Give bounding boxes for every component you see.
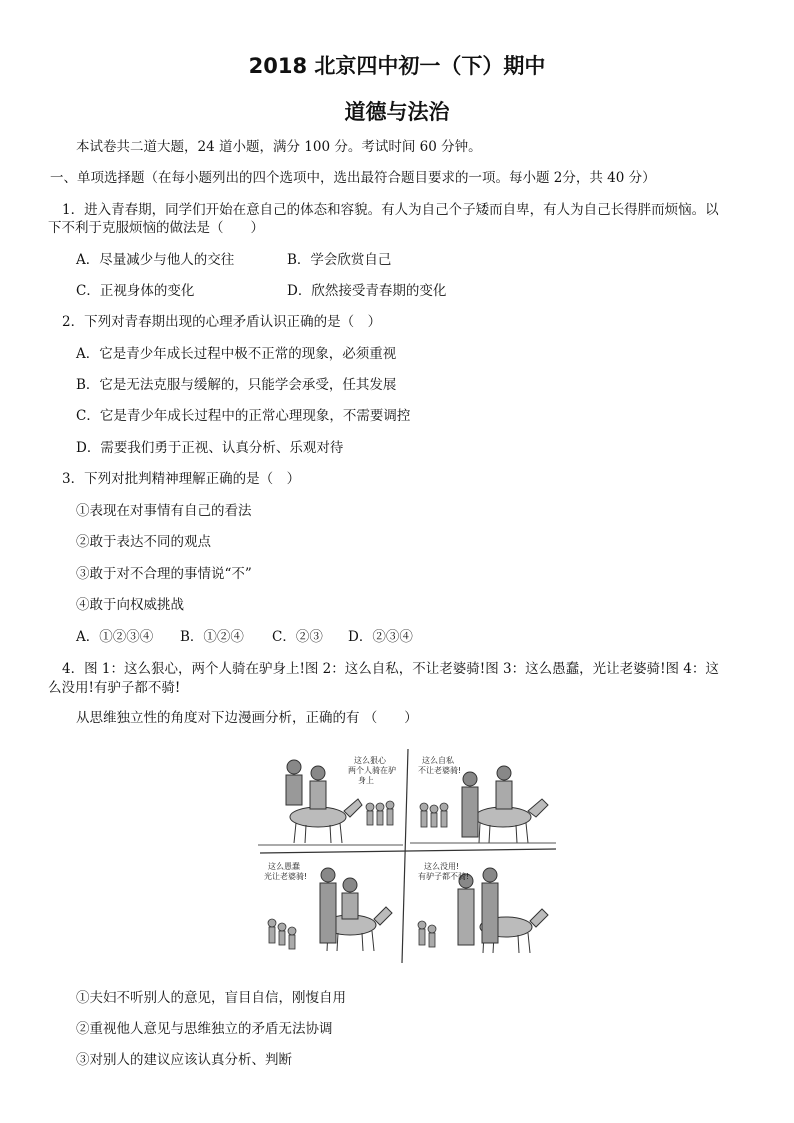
exam-intro: 本试卷共二道大题，24 道小题，满分 100 分。考试时间 60 分钟。 (76, 139, 482, 155)
question-1-stem-line1: 1．进入青春期，同学们开始在意自己的体态和容貌。有人为自己个子矮而自卑，有人为自己长得胖而烦恼。以 (62, 202, 719, 218)
question-1-option-d: D．欣然接受青春期的变化 (287, 283, 447, 299)
question-1-option-c: C．正视身体的变化 (76, 283, 195, 299)
question-3-statement-1: ①表现在对事情有自己的看法 (76, 503, 252, 519)
comic-panel-3 (320, 868, 392, 951)
question-3-option-b: B．①②④ (180, 629, 244, 645)
question-2-option-c: C．它是青少年成长过程中的正常心理现象，不需要调控 (76, 408, 411, 424)
question-1-option-b: B．学会欣赏自己 (287, 252, 392, 268)
comic-panel-1-onlookers (366, 801, 394, 825)
svg-text:不让老婆骑!: 不让老婆骑! (418, 766, 462, 775)
comic-panel-4-caption (418, 861, 469, 881)
question-4-statement-3: ③对别人的建议应该认真分析、判断 (76, 1052, 292, 1068)
svg-text:光让老婆骑!: 光让老婆骑! (264, 872, 308, 881)
page-subtitle: 道德与法治 (344, 100, 450, 124)
section-heading: 一、单项选择题（在每小题列出的四个选项中，选出最符合题目要求的一项。每小题 2分，共 40 分） (50, 170, 656, 186)
question-1-stem-line2: 下不利于克服烦恼的做法是（ ） (48, 220, 264, 236)
svg-text:这么狠心: 这么狠心 (354, 756, 386, 765)
svg-text:这么自私: 这么自私 (422, 756, 454, 765)
comic-panel-2-caption (418, 755, 461, 775)
question-4-prompt: 从思维独立性的角度对下边漫画分析，正确的有 （ ） (76, 710, 418, 726)
question-4-statement-2: ②重视他人意见与思维独立的矛盾无法协调 (76, 1021, 333, 1037)
question-3-option-c: C．②③ (272, 629, 323, 645)
question-4-stem-line1: 4．图 1：这么狠心，两个人骑在驴身上!图 2：这么自私，不让老婆骑!图 3：这么愚蠢，光让老婆骑!图 4：这 (62, 661, 719, 677)
comic-panel-4-onlookers (418, 921, 436, 947)
question-3-statement-4: ④敢于向权威挑战 (76, 597, 184, 613)
question-2-stem: 2．下列对青春期出现的心理矛盾认识正确的是（ ） (62, 314, 382, 330)
comic-panel-4 (458, 868, 548, 953)
comic-panel-2 (410, 766, 556, 843)
question-3-stem: 3．下列对批判精神理解正确的是（ ） (62, 471, 301, 487)
question-4-statement-1: ①夫妇不听别人的意见，盲目自信，刚愎自用 (76, 990, 346, 1006)
donkey-comic-illustration (258, 745, 558, 965)
comic-panel-3-onlookers (268, 919, 296, 949)
question-3-option-a: A．①②③④ (76, 629, 154, 645)
svg-text:这么愚蠢: 这么愚蠢 (268, 862, 300, 871)
question-1-option-a: A．尽量减少与他人的交往 (76, 252, 235, 268)
question-4-stem-line2: 么没用!有驴子都不骑! (48, 680, 181, 696)
comic-panel-3-caption (264, 861, 307, 881)
svg-text:身上: 身上 (358, 776, 374, 785)
page-title: 2018 北京四中初一（下）期中 (248, 54, 546, 78)
question-3-statement-2: ②敢于表达不同的观点 (76, 534, 211, 550)
svg-text:有驴子都不骑!: 有驴子都不骑! (418, 872, 470, 881)
question-2-option-b: B．它是无法克服与缓解的，只能学会承受，任其发展 (76, 377, 397, 393)
question-2-option-d: D．需要我们勇于正视、认真分析、乐观对待 (76, 440, 344, 456)
comic-panel-1-caption (348, 755, 396, 785)
question-3-option-d: D．②③④ (348, 629, 413, 645)
comic-panel-2-onlookers (420, 803, 448, 827)
svg-text:这么没用!: 这么没用! (424, 862, 460, 871)
svg-text:两个人骑在驴: 两个人骑在驴 (348, 766, 396, 775)
question-2-option-a: A．它是青少年成长过程中极不正常的现象，必须重视 (76, 346, 397, 362)
question-3-statement-3: ③敢于对不合理的事情说“不” (76, 566, 252, 582)
